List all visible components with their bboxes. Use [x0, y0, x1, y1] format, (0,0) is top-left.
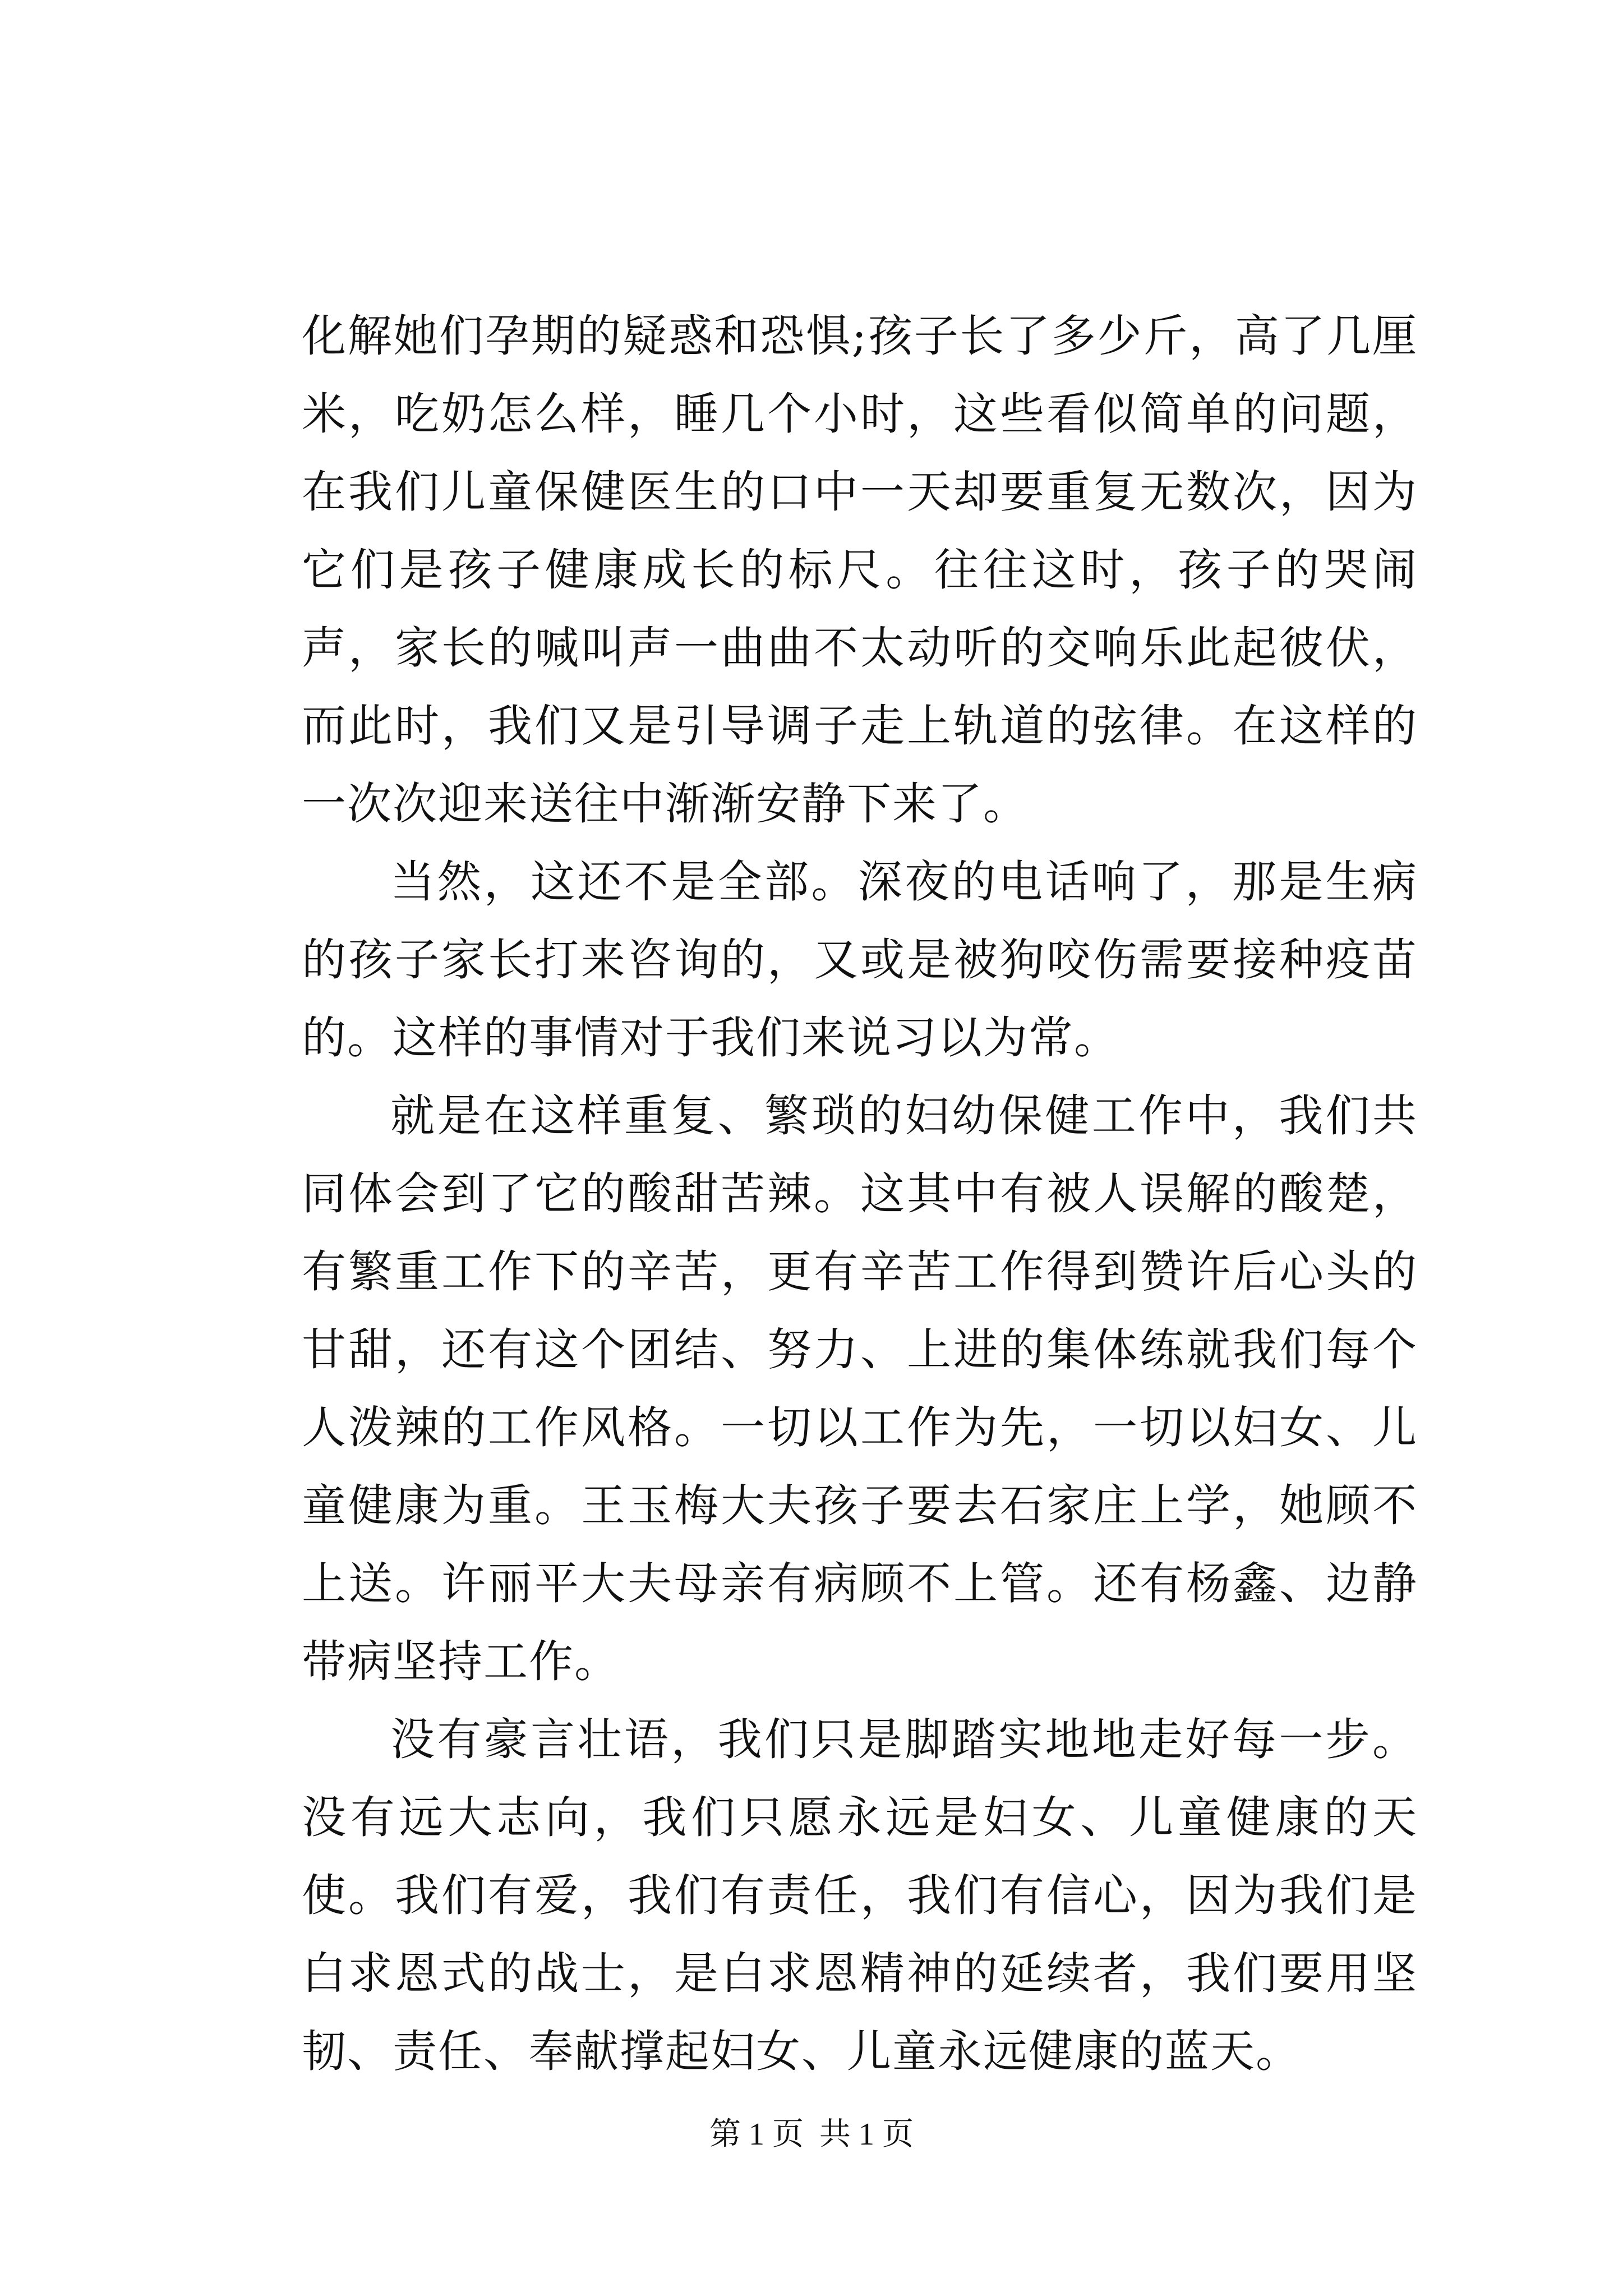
paragraph-4: 没有豪言壮语，我们只是脚踏实地地走好每一步。没有远大志向，我们只愿永远是妇女、儿童健康的天使。我们有爱，我们有责任，我们有信心，因为我们是白求恩式的战士，是白求恩精神的延续者，我们要用坚韧、责任、奉献撑起妇女、儿童永远健康的蓝天。	[302, 1714, 1418, 2077]
page-footer: 第 1 页 共 1 页	[709, 2117, 914, 2152]
document-body	[302, 297, 1418, 2091]
paragraph-3: 就是在这样重复、繁琐的妇幼保健工作中，我们共同体会到了它的酸甜苦辣。这其中有被人误解的酸楚，有繁重工作下的辛苦，更有辛苦工作得到赞许后心头的甘甜，还有这个团结、努力、上进的集体练就我们每个人泼辣的工作风格。一切以工作为先，一切以妇女、儿童健康为重。王玉梅大夫孩子要去石家庄上学，她顾不上送。许丽平大夫母亲有病顾不上管。还有杨鑫、边静带病坚持工作。	[302, 1090, 1418, 1687]
paragraph-1: 化解她们孕期的疑惑和恐惧;孩子长了多少斤，高了几厘米，吃奶怎么样，睡几个小时，这些看似简单的问题，在我们儿童保健医生的口中一天却要重复无数次，因为它们是孩子健康成长的标尺。往往这时，孩子的哭闹声，家长的喊叫声一曲曲不太动听的交响乐此起彼伏，而此时，我们又是引导调子走上轨道的弦律。在这样的一次次迎来送往中渐渐安静下来了。	[302, 310, 1418, 830]
paragraph-2: 当然，这还不是全部。深夜的电话响了，那是生病的孩子家长打来咨询的，又或是被狗咬伤需要接种疫苗的。这样的事情对于我们来说习以为常。	[302, 856, 1418, 1064]
